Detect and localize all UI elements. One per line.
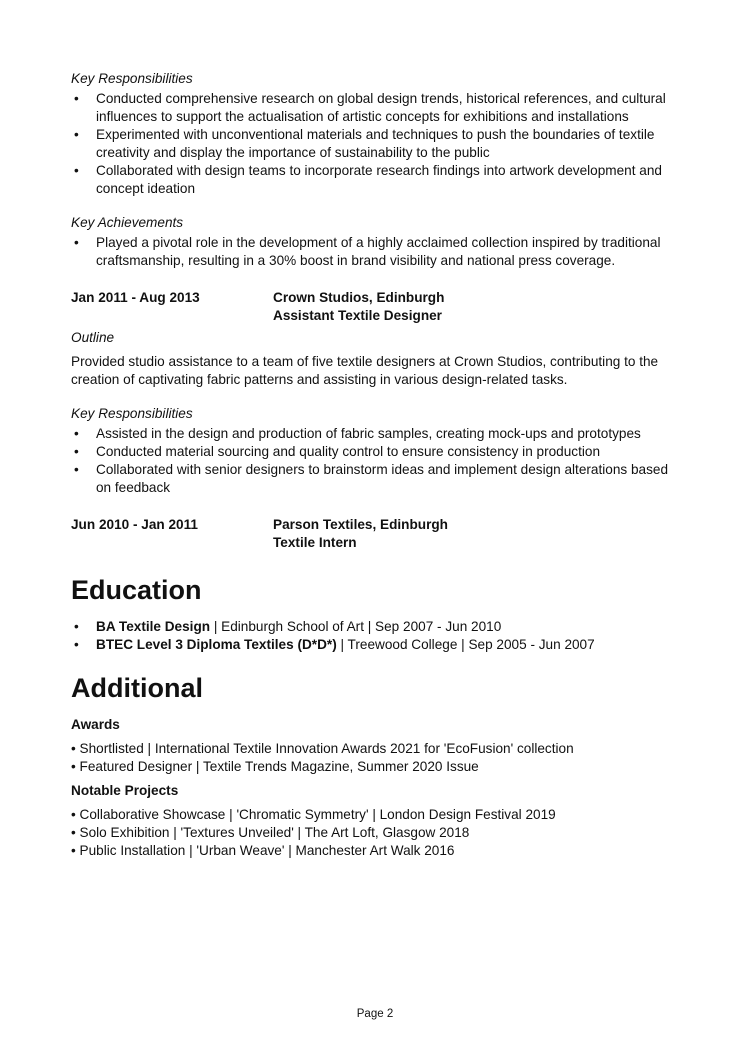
education-degree: BA Textile Design <box>96 619 211 634</box>
education-list <box>71 618 681 654</box>
role1-responsibilities-heading: Key Responsibilities <box>71 71 193 86</box>
role2-outline: Provided studio assistance to a team of five textile designers at Crown Studios, contributing to the creation of captivating fabric patterns and assisting in various design-related tasks. <box>71 354 659 387</box>
list-item: • Shortlisted | International Textile Innovation Awards 2021 for 'EcoFusion' collection <box>71 741 574 756</box>
list-item: • Conducted material sourcing and quality control to ensure consistency in production <box>71 443 681 461</box>
education-details: | Edinburgh School of Art | Sep 2007 - Jun 2010 <box>210 619 502 634</box>
projects-list <box>71 806 681 860</box>
list-item: • Conducted comprehensive research on global design trends, historical references, and cultural influences to support the actualisation of artistic concepts for exhibitions and installations <box>71 90 681 126</box>
role2-title: Assistant Textile Designer <box>273 308 442 323</box>
awards-list <box>71 740 681 776</box>
list-item: • Public Installation | 'Urban Weave' | Manchester Art Walk 2016 <box>71 843 455 858</box>
projects-heading: Notable Projects <box>71 783 179 798</box>
role2-dates: Jan 2011 - Aug 2013 <box>71 290 200 305</box>
role2-header <box>71 289 681 325</box>
list-item: • Experimented with unconventional materials and techniques to push the boundaries of textile creativity and display the importance of sustainability to the public <box>71 126 681 162</box>
education-item <box>71 618 681 636</box>
role2-responsibilities-heading: Key Responsibilities <box>71 406 193 421</box>
list-item: • Collaborative Showcase | 'Chromatic Symmetry' | London Design Festival 2019 <box>71 807 556 822</box>
role2-outline-heading: Outline <box>71 330 115 345</box>
education-heading: Education <box>71 575 202 605</box>
role1-achievements-heading: Key Achievements <box>71 215 184 230</box>
list-item: • Played a pivotal role in the development of a highly acclaimed collection inspired by traditional craftsmanship, resulting in a 30% boost in brand visibility and national press coverage. <box>71 234 681 270</box>
role1-achievements-list <box>71 234 681 270</box>
list-item: • Featured Designer | Textile Trends Magazine, Summer 2020 Issue <box>71 759 479 774</box>
role2-company: Crown Studios, Edinburgh <box>273 290 445 305</box>
role3-header <box>71 516 681 552</box>
awards-heading: Awards <box>71 717 120 732</box>
education-details: | Treewood College | Sep 2005 - Jun 2007 <box>336 637 595 652</box>
education-item <box>71 636 681 654</box>
role1-responsibilities-list <box>71 90 681 198</box>
list-item: • Solo Exhibition | 'Textures Unveiled' | The Art Loft, Glasgow 2018 <box>71 825 470 840</box>
list-item: • Collaborated with design teams to incorporate research findings into artwork development and concept ideation <box>71 162 681 198</box>
education-degree: BTEC Level 3 Diploma Textiles (D*D*) <box>96 637 337 652</box>
additional-heading: Additional <box>71 673 203 703</box>
role3-dates: Jun 2010 - Jan 2011 <box>71 517 198 532</box>
list-item: • Collaborated with senior designers to brainstorm ideas and implement design alterations based on feedback <box>71 461 681 497</box>
role2-responsibilities-list <box>71 425 681 497</box>
page-number: Page 2 <box>356 1008 394 1020</box>
resume-page-2 <box>71 70 681 860</box>
role3-company: Parson Textiles, Edinburgh <box>273 517 448 532</box>
role3-title: Textile Intern <box>273 535 357 550</box>
list-item: • Assisted in the design and production of fabric samples, creating mock-ups and prototypes <box>71 425 681 443</box>
